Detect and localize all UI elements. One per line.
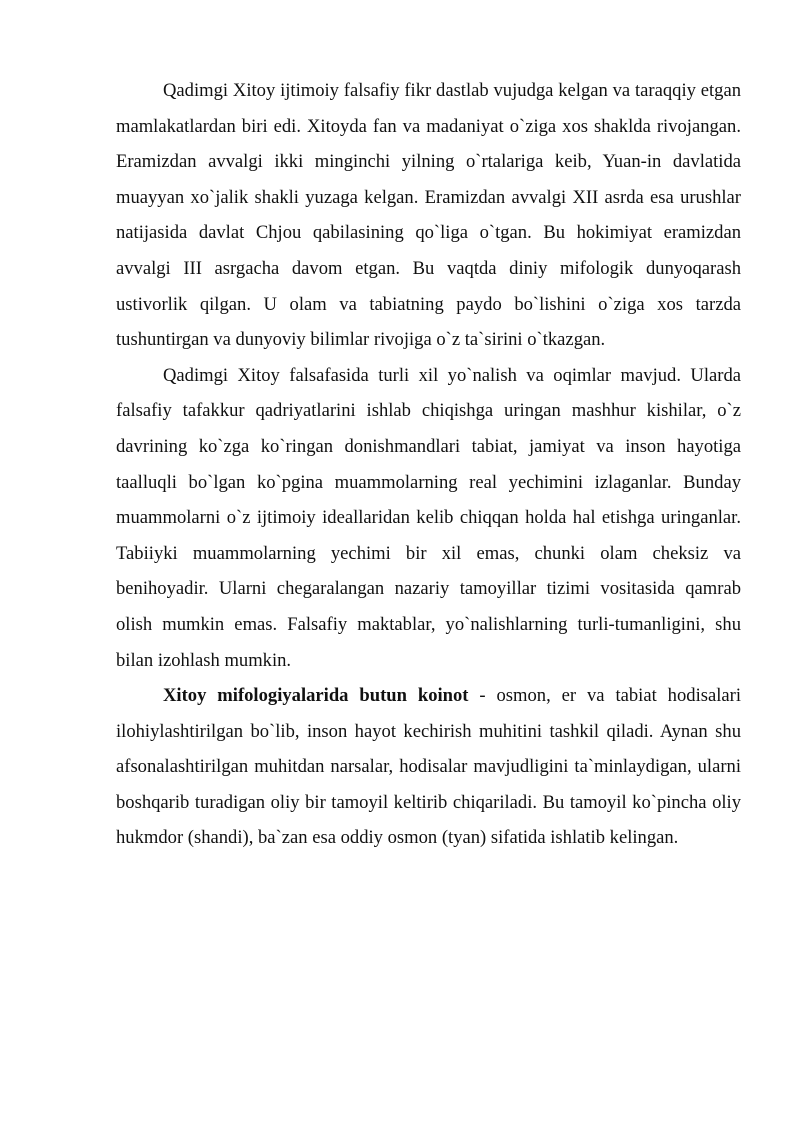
document-page (116, 73, 741, 856)
paragraph-3-text: - osmon, er va tabiat hodisalari ilohiylashtirilgan bo`lib, inson hayot kechirish muhitini tashkil qiladi. Aynan shu afsonalashtirilgan muhitdan narsalar, hodisalar mavjudligini ta`minlaydigan, ularni boshqarib turadigan oliy bir tamoyil keltirib chiqariladi. Bu tamoyil ko`pincha oliy hukmdor (shandi), ba`zan esa oddiy osmon (tyan) sifatida ishlatib kelingan. (116, 685, 741, 849)
paragraph-1: Qadimgi Xitoy ijtimoiy falsafiy fikr dastlab vujudga kelgan va taraqqiy etgan mamlakatlardan biri edi. Xitoyda fan va madaniyat o`ziga xos shaklda rivojangan. Eramizdan avvalgi ikki minginchi yilning o`rtalariga keib, Yuan-in davlatida muayyan xo`jalik shakli yuzaga kelgan. Eramizdan avvalgi XII asrda esa urushlar natijasida davlat Chjou qabilasining qo`liga o`tgan. Bu hokimiyat eramizdan avvalgi III asrgacha davom etgan. Bu vaqtda diniy mifologik dunyoqarash ustivorlik qilgan. U olam va tabiatning paydo bo`lishini o`ziga xos tarzda tushuntirgan va dunyoviy bilimlar rivojiga o`z ta`sirini o`tkazgan. (116, 80, 741, 351)
paragraph-2: Qadimgi Xitoy falsafasida turli xil yo`nalish va oqimlar mavjud. Ularda falsafiy tafakkur qadriyatlarini ishlab chiqishga uringan mashhur kishilar, o`z davrining ko`zga ko`ringan donishmandlari tabiat, jamiyat va inson hayotiga taalluqli bo`lgan ko`pgina muammolarning real yechimini izlaganlar. Bunday muammolarni o`z ijtimoiy ideallaridan kelib chiqqan holda hal etishga uringanlar. Tabiiyki muammolarning yechimi bir xil emas, chunki olam cheksiz va benihoyadir. Ularni chegaralangan nazariy tamoyillar tizimi vositasida qamrab olish mumkin emas. Falsafiy maktablar, yo`nalishlarning turli-tumanligini, shu bilan izohlash mumkin. (116, 364, 741, 671)
paragraph-3 (116, 678, 741, 856)
paragraph-3-bold-lead: Xitoy mifologiyalarida butun koinot (163, 685, 469, 707)
